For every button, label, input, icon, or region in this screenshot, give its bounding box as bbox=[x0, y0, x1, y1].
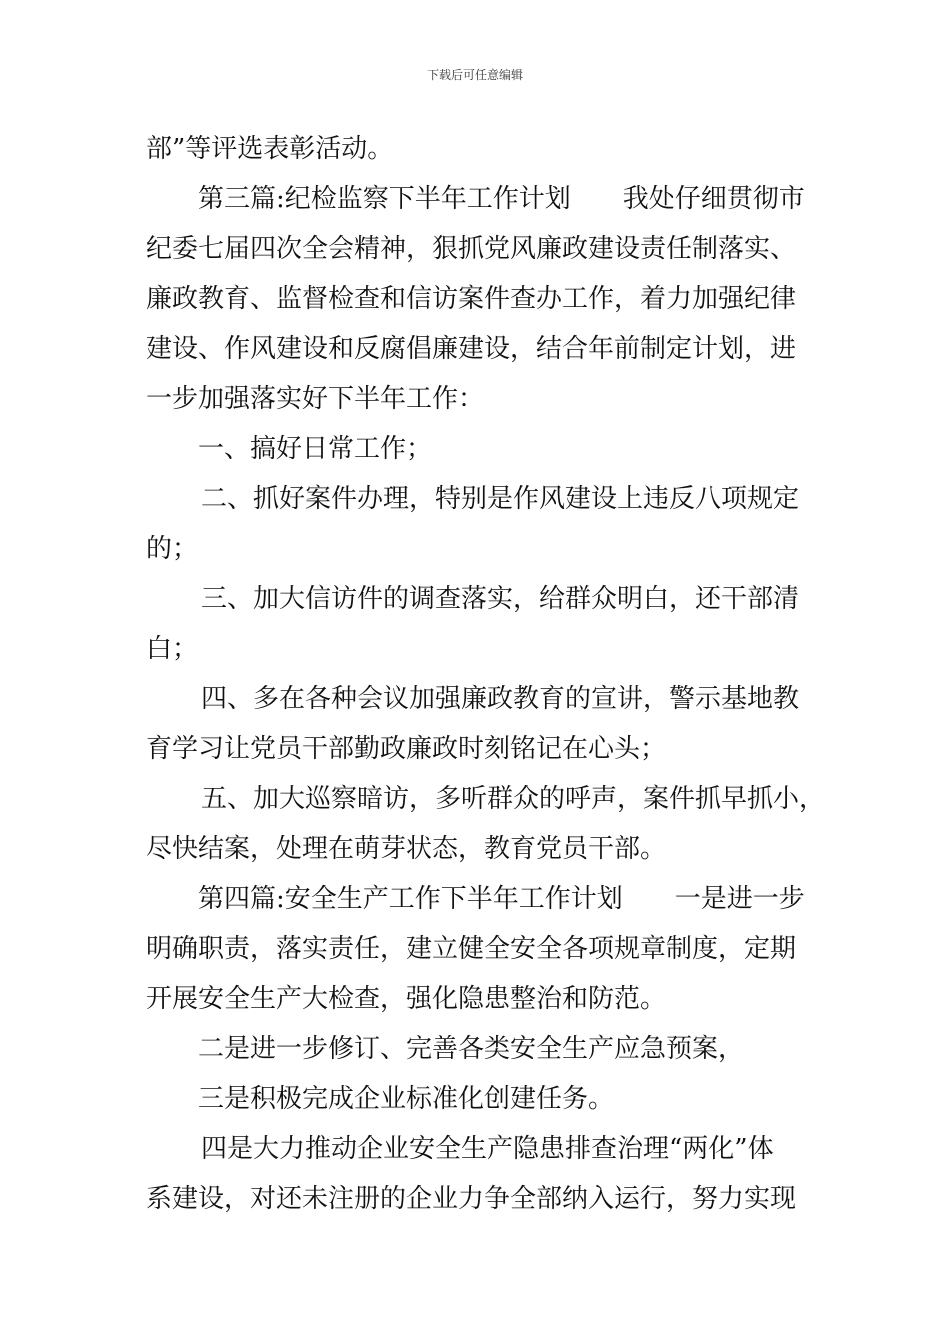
section-title: 第三篇:纪检监察下半年工作计划 bbox=[198, 184, 571, 214]
text-line: 白； bbox=[146, 634, 199, 664]
list-item-line: 五、加大巡察暗访，多听群众的呼声，案件抓早抓小， bbox=[201, 784, 826, 814]
list-item-line: 三是积极完成企业标准化创建任务。 bbox=[198, 1084, 615, 1114]
text-line: 建设、作风建设和反腐倡廉建设，结合年前制定计划，进 bbox=[146, 334, 797, 364]
text-line: 的； bbox=[146, 534, 199, 564]
text-line: 系建设，对还未注册的企业力争全部纳入运行，努力实现 bbox=[146, 1184, 797, 1214]
page-header: 下载后可任意编辑 bbox=[426, 68, 523, 82]
text-line: 育学习让党员干部勤政廉政时刻铭记在心头； bbox=[146, 734, 667, 764]
list-item-line: 三、加大信访件的调查落实，给群众明白，还干部清 bbox=[201, 584, 800, 614]
text-line: 部”等评选表彰活动。 bbox=[146, 134, 394, 164]
list-item-line: 二是进一步修订、完善各类安全生产应急预案， bbox=[198, 1034, 745, 1064]
text-line: 开展安全生产大检查，强化隐患整治和防范。 bbox=[146, 984, 667, 1014]
section-title: 第四篇:安全生产工作下半年工作计划 bbox=[198, 884, 623, 914]
text-line: 尽快结案，处理在萌芽状态，教育党员干部。 bbox=[146, 834, 667, 864]
list-item-line: 四、多在各种会议加强廉政教育的宣讲，警示基地教 bbox=[201, 684, 800, 714]
list-item-line: 四是大力推动企业安全生产隐患排查治理“两化”体 bbox=[201, 1134, 774, 1164]
section-heading-line: 第四篇:安全生产工作下半年工作计划 一是进一步 bbox=[198, 884, 805, 914]
list-item-line: 一、搞好日常工作； bbox=[198, 434, 433, 464]
text-line: 廉政教育、监督检查和信访案件查办工作，着力加强纪律 bbox=[146, 284, 797, 314]
text-line: 一步加强落实好下半年工作： bbox=[146, 384, 485, 414]
section-heading-line: 第三篇:纪检监察下半年工作计划 我处仔细贯彻市 bbox=[198, 184, 805, 214]
text-line: 明确职责，落实责任，建立健全安全各项规章制度，定期 bbox=[146, 934, 797, 964]
document-body bbox=[146, 124, 826, 1224]
list-item-line: 二、抓好案件办理，特别是作风建设上违反八项规定 bbox=[201, 484, 800, 514]
text-line: 纪委七届四次全会精神，狠抓党风廉政建设责任制落实、 bbox=[146, 234, 797, 264]
